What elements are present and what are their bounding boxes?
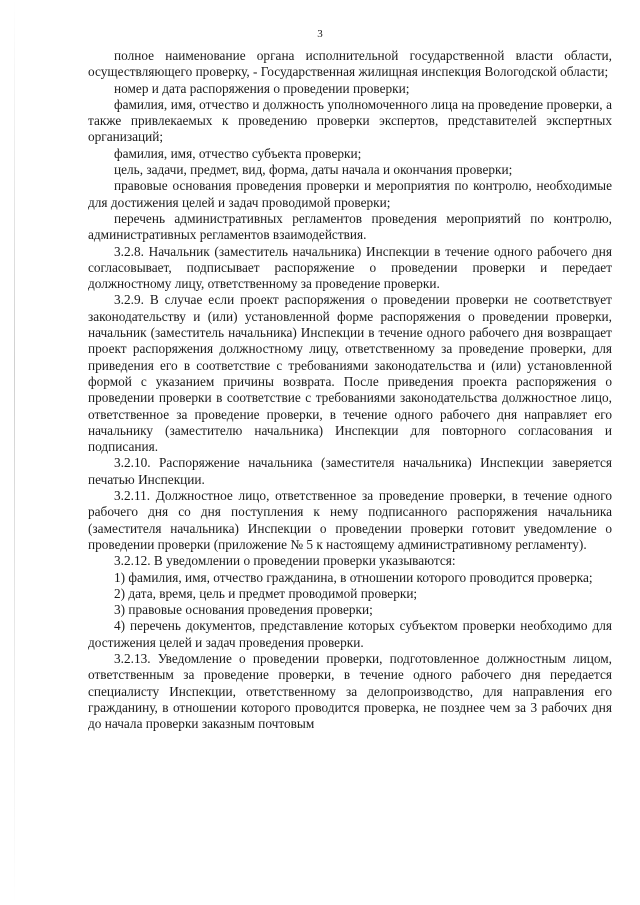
paragraph: полное наименование органа исполнительной государственной власти области, осуществляющего проверку, - Государственная жилищная инспекция Вологодской области; (88, 48, 612, 80)
paragraph: перечень административных регламентов проведения мероприятий по контролю, административных регламентов взаимодействия. (88, 210, 612, 243)
paragraph: 3) правовые основания проведения проверки; (114, 602, 373, 618)
paragraph: правовые основания проведения проверки и мероприятия по контролю, необходимые для достижения целей и задач проводимой проверки; (88, 178, 612, 210)
paragraph: фамилия, имя, отчество субъекта проверки; (114, 145, 362, 161)
scan-margin-line (14, 0, 15, 905)
paragraph: 3.2.8. Начальник (заместитель начальника) Инспекции в течение одного рабочего дня согласовывает, подписывает распоряжение о проведении проверки и передает должностному лицу, ответственному за проведение проверки. (88, 243, 612, 292)
paragraph: 3.2.12. В уведомлении о проведении проверки указываются: (114, 553, 456, 569)
paragraph: цель, задачи, предмет, вид, форма, даты начала и окончания проверки; (114, 162, 513, 178)
paragraph: 3.2.13. Уведомление о проведении проверки, подготовленное должностным лицом, ответственным за проведение проверки, в течение одного рабочего дня передается специалисту Инспекции, ответственному за делопроизводство, для направления его гражданину, в отношении которого проводится проверка, не позднее чем за 3 рабочих дня до начала проверки заказным почтовым (88, 650, 612, 732)
paragraph: 1) фамилия, имя, отчество гражданина, в отношении которого проводится проверка; (114, 569, 593, 585)
paragraph: 3.2.11. Должностное лицо, ответственное за проведение проверки, в течение одного рабочего дня со дня поступления к нему подписанного распоряжения начальника (заместителя начальника) Инспекции о проведении проверки готовит уведомление о проведении проверки (приложение № 5 к настоящему административному регламенту). (88, 488, 612, 552)
paragraph: номер и дата распоряжения о проведении проверки; (114, 80, 410, 96)
paragraph: 3.2.9. В случае если проект распоряжения о проведении проверки не соответствует законодательству и (или) установленной форме распоряжения о проведении проверки, начальник (заместитель начальника) Инспекции в течение одного рабочего дня возвращает проект распоряжения должностному лицу, ответственному за проведение проверки, для приведения его в соответствие с требованиями законодательства и (или) установленной формой с указанием причины возврата. После приведения проекта распоряжения о проведении проверки в соответствие с требованиями законодательства должностное лицо, ответственное за проведение проверки, в течение одного рабочего дня направляет его начальнику (заместителю начальника) Инспекции для повторного согласования и подписания. (88, 292, 612, 455)
paragraph: 4) перечень документов, представление которых субъектом проверки необходимо для достижения целей и задач проведения проверки. (88, 618, 612, 650)
page-number: 3 (317, 28, 323, 40)
paragraph: фамилия, имя, отчество и должность уполномоченного лица на проведение проверки, а также привлекаемых к проведению проверки экспертов, представителей экспертных организаций; (88, 96, 612, 145)
paragraph: 3.2.10. Распоряжение начальника (заместителя начальника) Инспекции заверяется печатью Инспекции. (88, 455, 612, 487)
document-body (88, 48, 612, 732)
paragraph: 2) дата, время, цель и предмет проводимой проверки; (114, 585, 418, 601)
